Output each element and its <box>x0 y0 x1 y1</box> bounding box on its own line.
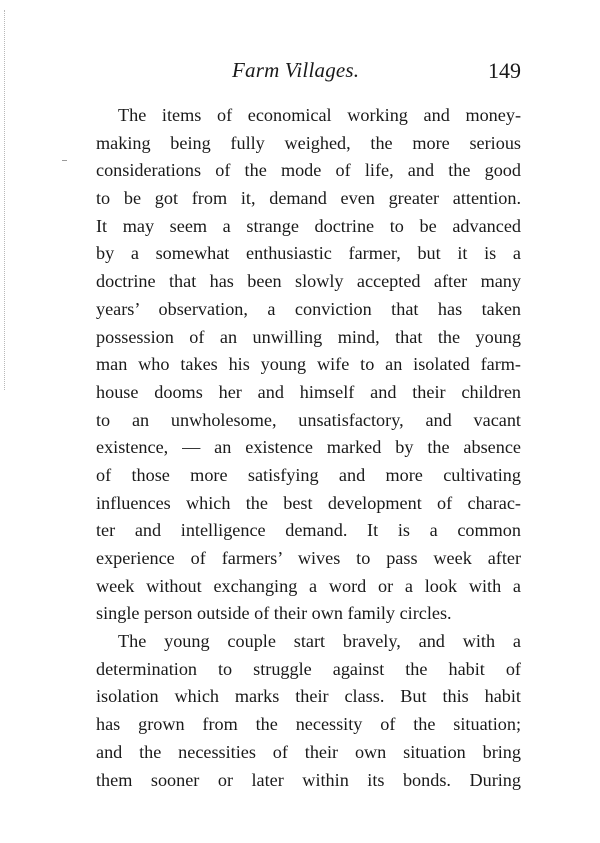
text-line: has grown from the necessity of the situation; <box>96 714 521 735</box>
text-line: experience of farmers’ wives to pass week after <box>96 548 521 568</box>
text-line: ter and intelligence demand. It is a common <box>96 520 521 541</box>
margin-mark <box>62 160 67 161</box>
text-line: of those more satisfying and more cultivating <box>96 464 521 485</box>
text-line: considerations of the mode of life, and the good <box>96 160 521 181</box>
text-line: to be got from it, demand even greater attention. <box>96 188 521 209</box>
page-number: 149 <box>488 58 521 83</box>
text-line: making being fully weighed, the more serious <box>96 132 521 153</box>
text-line: them sooner or later within its bonds. During <box>96 769 521 790</box>
running-head <box>96 58 521 88</box>
text-line: isolation which marks their class. But this habit <box>96 686 521 707</box>
text-line: single person outside of their own family circles. <box>96 603 452 624</box>
text-line: influences which the best development of charac- <box>96 492 521 513</box>
text-line: It may seem a strange doctrine to be advanced <box>96 215 521 236</box>
text-line: The items of economical working and money- <box>118 105 521 125</box>
body-text <box>96 102 521 794</box>
text-line: possession of an unwilling mind, that the young <box>96 326 521 347</box>
text-line: existence, — an existence marked by the absence <box>96 437 521 458</box>
running-title: Farm Villages. <box>232 58 360 82</box>
text-line: to an unwholesome, unsatisfactory, and vacant <box>96 409 521 430</box>
text-line: The young couple start bravely, and with a <box>118 631 521 652</box>
text-line: man who takes his young wife to an isolated farm- <box>96 354 521 375</box>
text-line: doctrine that has been slowly accepted after many <box>96 271 521 292</box>
text-line: years’ observation, a conviction that has taken <box>96 298 521 319</box>
text-line: by a somewhat enthusiastic farmer, but it is a <box>96 243 521 264</box>
binding-gutter <box>4 10 6 390</box>
text-line: determination to struggle against the habit of <box>96 658 521 679</box>
text-line: and the necessities of their own situation bring <box>96 741 521 762</box>
text-line: week without exchanging a word or a look with a <box>96 575 521 596</box>
text-line: house dooms her and himself and their children <box>96 381 521 402</box>
